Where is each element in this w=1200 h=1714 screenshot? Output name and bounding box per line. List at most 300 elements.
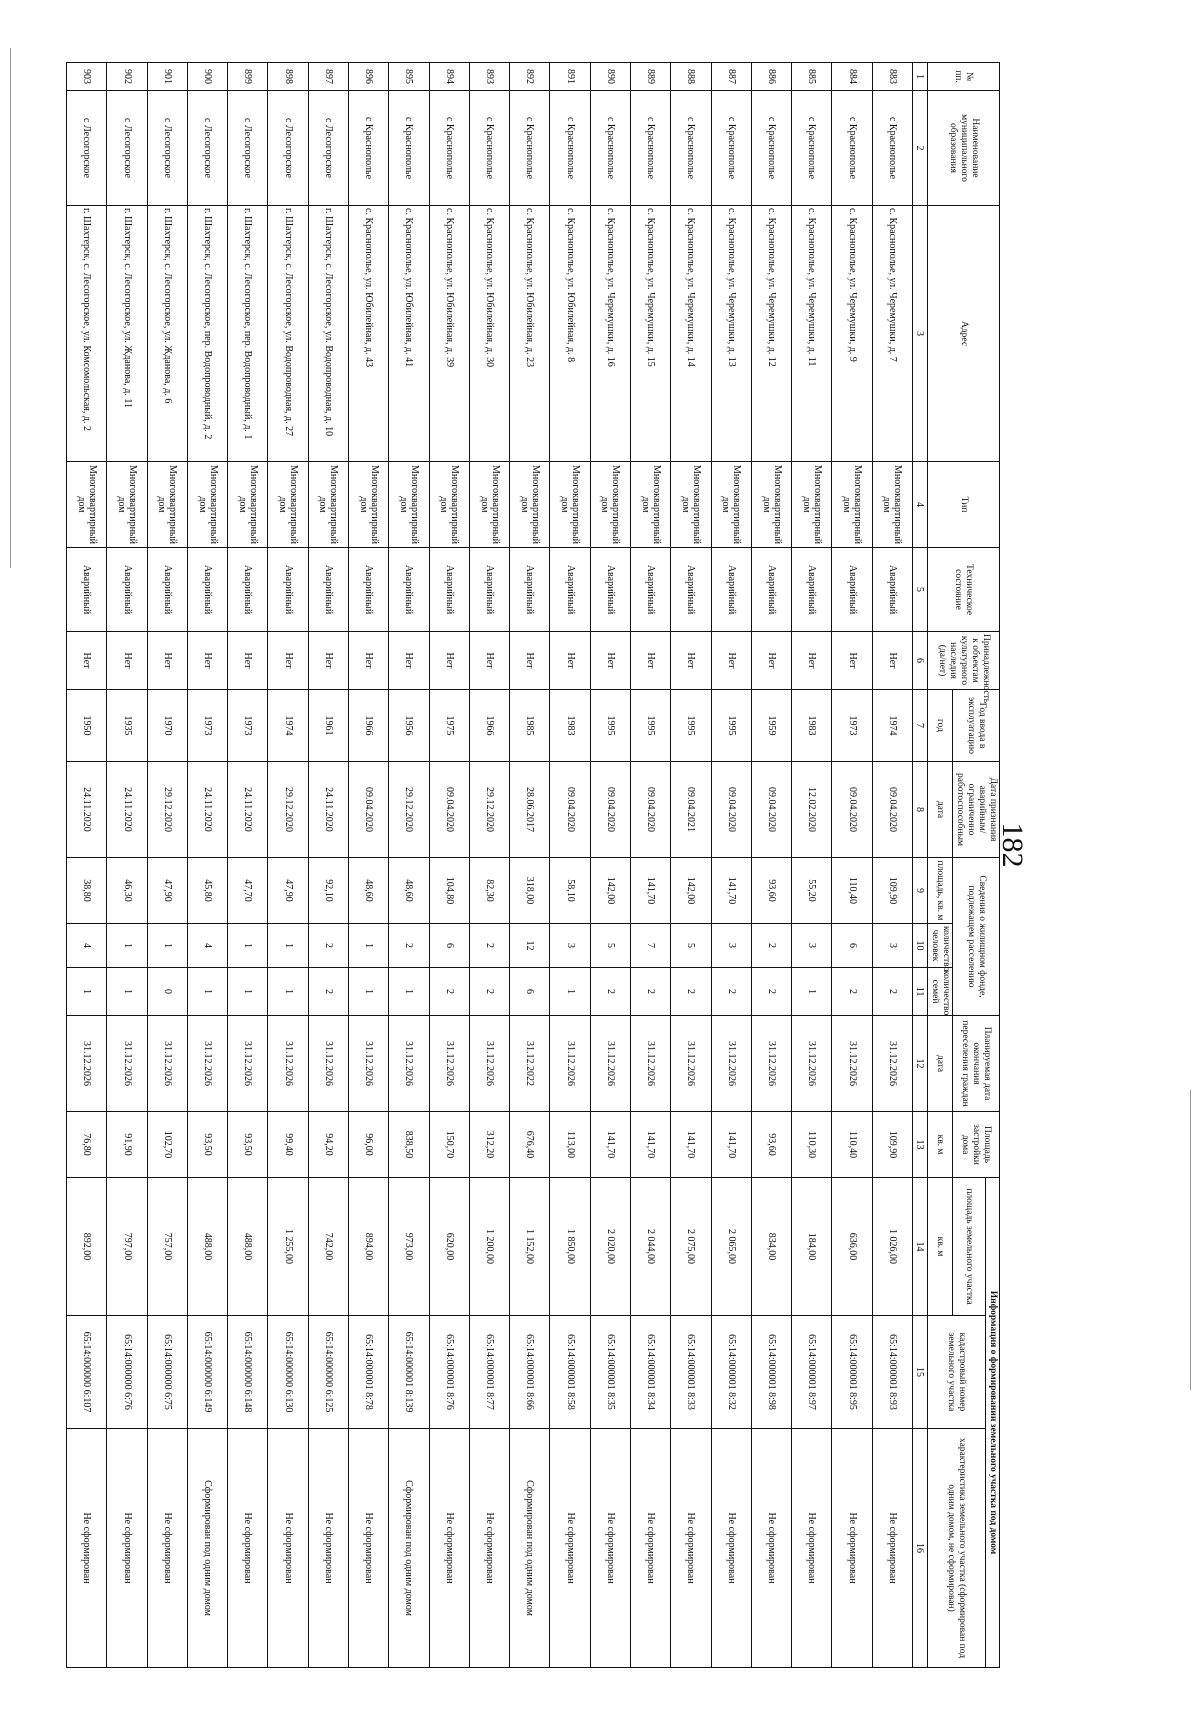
characteristic-cell: Не сформирован <box>671 1429 711 1668</box>
land-area-cell: 1 152,00 <box>510 1178 550 1316</box>
year-cell: 1966 <box>349 690 389 762</box>
type-cell: Многоквартирный дом <box>228 462 268 548</box>
families-cell: 2 <box>751 968 791 1016</box>
municipality-cell: с Лесогорское <box>67 91 107 206</box>
emergency-date-cell: 29.12.2020 <box>147 762 187 858</box>
cultural-cell: Нет <box>751 632 791 690</box>
year-cell: 1966 <box>469 690 509 762</box>
column-number: 13 <box>913 1112 928 1178</box>
planned-date-cell: 31.12.2026 <box>389 1016 429 1112</box>
area-cell: 141,70 <box>631 858 671 924</box>
row-number: 890 <box>590 63 630 91</box>
families-cell: 1 <box>389 968 429 1016</box>
address-cell: с. Краснополье, ул. Юбилейная, д. 8 <box>550 206 590 462</box>
families-cell: 1 <box>349 968 389 1016</box>
year-cell: 1935 <box>107 690 147 762</box>
condition-cell: Аварийный <box>469 548 509 632</box>
address-cell: с. Краснополье, ул. Черемушки, д. 15 <box>631 206 671 462</box>
row-number: 893 <box>469 63 509 91</box>
scan-edge-line <box>1190 1090 1191 1390</box>
municipality-cell: с Краснополье <box>590 91 630 206</box>
cadastral-cell: 65:14:000000 6:76 <box>107 1316 147 1429</box>
table-row <box>429 63 469 1668</box>
header-built-group: Площадь застройки дома <box>953 1112 1000 1178</box>
people-cell: 1 <box>147 924 187 968</box>
year-cell: 1956 <box>389 690 429 762</box>
column-number: 5 <box>913 548 928 632</box>
condition-cell: Аварийный <box>268 548 308 632</box>
municipality-cell: с Краснополье <box>872 91 912 206</box>
built-area-cell: 94,20 <box>308 1112 348 1178</box>
row-number: 884 <box>832 63 872 91</box>
header-no: № пп. <box>928 63 1000 91</box>
type-cell: Многоквартирный дом <box>590 462 630 548</box>
area-cell: 58,10 <box>550 858 590 924</box>
table-row <box>671 63 711 1668</box>
area-cell: 93,60 <box>751 858 791 924</box>
row-number: 896 <box>349 63 389 91</box>
municipality-cell: с Краснополье <box>832 91 872 206</box>
emergency-date-cell: 24.11.2020 <box>187 762 227 858</box>
column-number: 12 <box>913 1016 928 1112</box>
type-cell: Многоквартирный дом <box>550 462 590 548</box>
header-year-group: Год ввода в эксплуатацию <box>953 690 1000 762</box>
land-area-cell: 620,00 <box>429 1178 469 1316</box>
type-cell: Многоквартирный дом <box>832 462 872 548</box>
people-cell: 1 <box>107 924 147 968</box>
address-cell: с. Краснополье, ул. Юбилейная, д. 30 <box>469 206 509 462</box>
land-area-cell: 892,00 <box>67 1178 107 1316</box>
header-people: количество человек <box>928 924 953 968</box>
planned-date-cell: 31.12.2026 <box>349 1016 389 1112</box>
header-built-area: кв. м <box>928 1112 953 1178</box>
planned-date-cell: 31.12.2026 <box>187 1016 227 1112</box>
address-cell: с. Краснополье, ул. Юбилейная, д. 43 <box>349 206 389 462</box>
people-cell: 2 <box>751 924 791 968</box>
built-area-cell: 109,90 <box>872 1112 912 1178</box>
condition-cell: Аварийный <box>67 548 107 632</box>
area-cell: 82,30 <box>469 858 509 924</box>
type-cell: Многоквартирный дом <box>147 462 187 548</box>
people-cell: 12 <box>510 924 550 968</box>
table-row <box>711 63 751 1668</box>
emergency-date-cell: 09.04.2020 <box>550 762 590 858</box>
cadastral-cell: 65:14:000001 8:98 <box>751 1316 791 1429</box>
condition-cell: Аварийный <box>308 548 348 632</box>
row-number: 892 <box>510 63 550 91</box>
characteristic-cell: Не сформирован <box>228 1429 268 1668</box>
table-row <box>751 63 791 1668</box>
land-area-cell: 1 200,00 <box>469 1178 509 1316</box>
characteristic-cell: Не сформирован <box>107 1429 147 1668</box>
land-area-cell: 636,00 <box>832 1178 872 1316</box>
header-municipality: Наименование муниципального образования <box>928 91 1000 206</box>
year-cell: 1974 <box>872 690 912 762</box>
characteristic-cell: Не сформирован <box>147 1429 187 1668</box>
row-number: 895 <box>389 63 429 91</box>
characteristic-cell: Не сформирован <box>429 1429 469 1668</box>
families-cell: 1 <box>67 968 107 1016</box>
families-cell: 2 <box>631 968 671 1016</box>
column-number: 2 <box>913 91 928 206</box>
cultural-cell: Нет <box>510 632 550 690</box>
land-area-cell: 2 020,00 <box>590 1178 630 1316</box>
cultural-cell: Нет <box>631 632 671 690</box>
table-row <box>792 63 832 1668</box>
emergency-date-cell: 24.11.2020 <box>67 762 107 858</box>
row-number: 901 <box>147 63 187 91</box>
address-cell: с. Краснополье, ул. Черемушки, д. 16 <box>590 206 630 462</box>
condition-cell: Аварийный <box>349 548 389 632</box>
row-number: 897 <box>308 63 348 91</box>
year-cell: 1950 <box>67 690 107 762</box>
built-area-cell: 141,70 <box>711 1112 751 1178</box>
year-cell: 1983 <box>792 690 832 762</box>
families-cell: 1 <box>792 968 832 1016</box>
municipality-cell: с Краснополье <box>550 91 590 206</box>
header-area: площадь, кв. м <box>928 858 953 924</box>
cultural-cell: Нет <box>590 632 630 690</box>
area-cell: 104,80 <box>429 858 469 924</box>
land-area-cell: 834,00 <box>751 1178 791 1316</box>
families-cell: 1 <box>107 968 147 1016</box>
type-cell: Многоквартирный дом <box>389 462 429 548</box>
emergency-date-cell: 09.04.2020 <box>751 762 791 858</box>
characteristic-cell: Не сформирован <box>751 1429 791 1668</box>
address-cell: с. Краснополье, ул. Черемушки, д. 9 <box>832 206 872 462</box>
row-number: 900 <box>187 63 227 91</box>
table-row <box>590 63 630 1668</box>
area-cell: 110,40 <box>832 858 872 924</box>
characteristic-cell: Не сформирован <box>631 1429 671 1668</box>
built-area-cell: 110,40 <box>832 1112 872 1178</box>
land-area-cell: 2 044,00 <box>631 1178 671 1316</box>
condition-cell: Аварийный <box>872 548 912 632</box>
people-cell: 6 <box>429 924 469 968</box>
condition-cell: Аварийный <box>631 548 671 632</box>
cadastral-cell: 65:14:000001 8:34 <box>631 1316 671 1429</box>
column-number: 15 <box>913 1316 928 1429</box>
emergency-date-cell: 29.12.2020 <box>389 762 429 858</box>
address-cell: с. Краснополье, ул. Черемушки, д. 11 <box>792 206 832 462</box>
condition-cell: Аварийный <box>147 548 187 632</box>
table-row <box>832 63 872 1668</box>
table-row <box>187 63 227 1668</box>
condition-cell: Аварийный <box>228 548 268 632</box>
year-cell: 1995 <box>671 690 711 762</box>
built-area-cell: 96,00 <box>349 1112 389 1178</box>
address-cell: с. Краснополье, ул. Черемушки, д. 14 <box>671 206 711 462</box>
municipality-cell: с Краснополье <box>751 91 791 206</box>
condition-cell: Аварийный <box>187 548 227 632</box>
address-cell: с. Краснополье, ул. Черемушки, д. 7 <box>872 206 912 462</box>
row-number: 888 <box>671 63 711 91</box>
cultural-cell: Нет <box>429 632 469 690</box>
municipality-cell: с Лесогорское <box>187 91 227 206</box>
land-area-cell: 742,00 <box>308 1178 348 1316</box>
condition-cell: Аварийный <box>751 548 791 632</box>
built-area-cell: 676,40 <box>510 1112 550 1178</box>
emergency-date-cell: 24.11.2020 <box>228 762 268 858</box>
area-cell: 45,80 <box>187 858 227 924</box>
row-number: 889 <box>631 63 671 91</box>
year-cell: 1983 <box>550 690 590 762</box>
families-cell: 2 <box>872 968 912 1016</box>
address-cell: г. Шахтерск, с. Лесогорское, ул. Комсомольская, д. 2 <box>67 206 107 462</box>
condition-cell: Аварийный <box>510 548 550 632</box>
condition-cell: Аварийный <box>429 548 469 632</box>
emergency-date-cell: 09.04.2020 <box>590 762 630 858</box>
address-cell: г. Шахтерск, с. Лесогорское, ул. Водопроводная, д. 27 <box>268 206 308 462</box>
type-cell: Многоквартирный дом <box>308 462 348 548</box>
year-cell: 1970 <box>147 690 187 762</box>
emergency-date-cell: 09.04.2020 <box>872 762 912 858</box>
table-row <box>469 63 509 1668</box>
type-cell: Многоквартирный дом <box>429 462 469 548</box>
row-number: 894 <box>429 63 469 91</box>
people-cell: 1 <box>268 924 308 968</box>
characteristic-cell: Не сформирован <box>550 1429 590 1668</box>
cultural-cell: Нет <box>792 632 832 690</box>
area-cell: 46,30 <box>107 858 147 924</box>
planned-date-cell: 31.12.2026 <box>429 1016 469 1112</box>
year-cell: 1974 <box>268 690 308 762</box>
address-cell: с. Краснополье, ул. Юбилейная, д. 23 <box>510 206 550 462</box>
planned-date-cell: 31.12.2026 <box>590 1016 630 1112</box>
header-land-area: кв. м <box>928 1178 953 1316</box>
families-cell: 2 <box>469 968 509 1016</box>
cultural-cell: Нет <box>187 632 227 690</box>
characteristic-cell: Не сформирован <box>469 1429 509 1668</box>
header-emergency-group: Дата признания аварийным/ограниченно работоспособным <box>953 762 1000 858</box>
type-cell: Многоквартирный дом <box>67 462 107 548</box>
type-cell: Многоквартирный дом <box>792 462 832 548</box>
cadastral-cell: 65:14:000001 8:32 <box>711 1316 751 1429</box>
emergency-date-cell: 09.04.2020 <box>711 762 751 858</box>
year-cell: 1975 <box>429 690 469 762</box>
area-cell: 142,00 <box>671 858 711 924</box>
type-cell: Многоквартирный дом <box>107 462 147 548</box>
built-area-cell: 110,30 <box>792 1112 832 1178</box>
row-number: 887 <box>711 63 751 91</box>
planned-date-cell: 31.12.2026 <box>631 1016 671 1112</box>
table-viewport <box>75 62 1000 1667</box>
emergency-date-cell: 09.04.2020 <box>832 762 872 858</box>
type-cell: Многоквартирный дом <box>268 462 308 548</box>
row-number: 902 <box>107 63 147 91</box>
families-cell: 6 <box>510 968 550 1016</box>
cultural-cell: Нет <box>550 632 590 690</box>
cultural-cell: Нет <box>832 632 872 690</box>
header-type: Тип <box>928 462 1000 548</box>
families-cell: 1 <box>268 968 308 1016</box>
header-characteristic: характеристика земельного участка (сформирован под одним домом, не сформирован) <box>928 1429 986 1668</box>
cadastral-cell: 65:14:000001 8:33 <box>671 1316 711 1429</box>
row-number: 885 <box>792 63 832 91</box>
table-row <box>308 63 348 1668</box>
header-housing-info: Сведения о жилищном фонде, подлежащем расселению <box>953 858 1000 1016</box>
area-cell: 47,70 <box>228 858 268 924</box>
cadastral-cell: 65:14:000000 6:148 <box>228 1316 268 1429</box>
people-cell: 3 <box>792 924 832 968</box>
planned-date-cell: 31.12.2026 <box>147 1016 187 1112</box>
cadastral-cell: 65:14:000001 8:35 <box>590 1316 630 1429</box>
land-area-cell: 973,00 <box>389 1178 429 1316</box>
rotated-sheet <box>75 62 1000 1667</box>
address-cell: г. Шахтерск, с. Лесогорское, пер. Водопроводный, д. 1 <box>228 206 268 462</box>
cadastral-cell: 65:14:000001 8:95 <box>832 1316 872 1429</box>
municipality-cell: с Краснополье <box>711 91 751 206</box>
emergency-date-cell: 09.04.2021 <box>671 762 711 858</box>
cadastral-cell: 65:14:000001 8:78 <box>349 1316 389 1429</box>
built-area-cell: 102,70 <box>147 1112 187 1178</box>
people-cell: 1 <box>349 924 389 968</box>
characteristic-cell: Не сформирован <box>872 1429 912 1668</box>
planned-date-cell: 31.12.2022 <box>510 1016 550 1112</box>
planned-date-cell: 31.12.2026 <box>792 1016 832 1112</box>
families-cell: 2 <box>832 968 872 1016</box>
cultural-cell: Нет <box>228 632 268 690</box>
condition-cell: Аварийный <box>389 548 429 632</box>
planned-date-cell: 31.12.2026 <box>228 1016 268 1112</box>
address-cell: с. Краснополье, ул. Юбилейная, д. 41 <box>389 206 429 462</box>
families-cell: 2 <box>429 968 469 1016</box>
built-area-cell: 99,40 <box>268 1112 308 1178</box>
area-cell: 47,90 <box>268 858 308 924</box>
cadastral-cell: 65:14:000001 8:97 <box>792 1316 832 1429</box>
column-number: 16 <box>913 1429 928 1668</box>
column-number: 4 <box>913 462 928 548</box>
cultural-cell: Нет <box>469 632 509 690</box>
built-area-cell: 312,20 <box>469 1112 509 1178</box>
area-cell: 38,80 <box>67 858 107 924</box>
people-cell: 5 <box>590 924 630 968</box>
families-cell: 1 <box>228 968 268 1016</box>
table-row <box>389 63 429 1668</box>
table-row <box>67 63 107 1668</box>
characteristic-cell: Не сформирован <box>308 1429 348 1668</box>
type-cell: Многоквартирный дом <box>349 462 389 548</box>
cultural-cell: Нет <box>107 632 147 690</box>
column-number: 7 <box>913 690 928 762</box>
address-cell: с. Краснополье, ул. Юбилейная, д. 39 <box>429 206 469 462</box>
header-planned-group: Планируемая дата окончания переселения граждан <box>953 1016 1000 1112</box>
planned-date-cell: 31.12.2026 <box>550 1016 590 1112</box>
table-row <box>510 63 550 1668</box>
cadastral-cell: 65:14:000001 8:76 <box>429 1316 469 1429</box>
built-area-cell: 141,70 <box>590 1112 630 1178</box>
municipality-cell: с Лесогорское <box>268 91 308 206</box>
cadastral-cell: 65:14:000000 6:149 <box>187 1316 227 1429</box>
land-area-cell: 488,00 <box>187 1178 227 1316</box>
header-row-1 <box>986 63 1000 1668</box>
housing-table <box>66 62 1000 1668</box>
header-land-info: Информация о формировании земельного участка под домом <box>986 1178 1000 1668</box>
emergency-date-cell: 29.12.2020 <box>268 762 308 858</box>
characteristic-cell: Не сформирован <box>711 1429 751 1668</box>
row-number: 886 <box>751 63 791 91</box>
built-area-cell: 76,80 <box>67 1112 107 1178</box>
municipality-cell: с Краснополье <box>671 91 711 206</box>
planned-date-cell: 31.12.2026 <box>872 1016 912 1112</box>
families-cell: 2 <box>711 968 751 1016</box>
area-cell: 318,00 <box>510 858 550 924</box>
land-area-cell: 894,00 <box>349 1178 389 1316</box>
table-row <box>550 63 590 1668</box>
header-planned-date: дата <box>928 1016 953 1112</box>
cadastral-cell: 65:14:000000 6:75 <box>147 1316 187 1429</box>
cultural-cell: Нет <box>147 632 187 690</box>
families-cell: 2 <box>308 968 348 1016</box>
column-number: 1 <box>913 63 928 91</box>
people-cell: 2 <box>469 924 509 968</box>
address-cell: с. Краснополье, ул. Черемушки, д. 13 <box>711 206 751 462</box>
area-cell: 47,90 <box>147 858 187 924</box>
people-cell: 3 <box>550 924 590 968</box>
municipality-cell: с Краснополье <box>631 91 671 206</box>
emergency-date-cell: 09.04.2020 <box>349 762 389 858</box>
table-row <box>268 63 308 1668</box>
municipality-cell: с Лесогорское <box>308 91 348 206</box>
municipality-cell: с Краснополье <box>429 91 469 206</box>
row-number: 891 <box>550 63 590 91</box>
cultural-cell: Нет <box>872 632 912 690</box>
people-cell: 2 <box>389 924 429 968</box>
cadastral-cell: 65:14:000000 6:107 <box>67 1316 107 1429</box>
built-area-cell: 91,90 <box>107 1112 147 1178</box>
header-year: год <box>928 690 953 762</box>
address-cell: г. Шахтерск, с. Лесогорское, ул. Жданова, д. 6 <box>147 206 187 462</box>
planned-date-cell: 31.12.2026 <box>469 1016 509 1112</box>
table-row <box>349 63 389 1668</box>
people-cell: 7 <box>631 924 671 968</box>
table-row <box>631 63 671 1668</box>
cultural-cell: Нет <box>308 632 348 690</box>
column-number: 6 <box>913 632 928 690</box>
people-cell: 5 <box>671 924 711 968</box>
year-cell: 1995 <box>711 690 751 762</box>
families-cell: 1 <box>550 968 590 1016</box>
condition-cell: Аварийный <box>107 548 147 632</box>
year-cell: 1995 <box>631 690 671 762</box>
emergency-date-cell: 29.12.2020 <box>469 762 509 858</box>
characteristic-cell: Сформирован под одним домом <box>389 1429 429 1668</box>
row-number: 903 <box>67 63 107 91</box>
cadastral-cell: 65:14:000001 8:93 <box>872 1316 912 1429</box>
header-address: Адрес <box>928 206 1000 462</box>
cadastral-cell: 65:14:000000 6:130 <box>268 1316 308 1429</box>
characteristic-cell: Не сформирован <box>268 1429 308 1668</box>
characteristic-cell: Не сформирован <box>67 1429 107 1668</box>
planned-date-cell: 31.12.2026 <box>671 1016 711 1112</box>
people-cell: 6 <box>832 924 872 968</box>
column-number: 14 <box>913 1178 928 1316</box>
emergency-date-cell: 24.11.2020 <box>308 762 348 858</box>
column-number: 3 <box>913 206 928 462</box>
condition-cell: Аварийный <box>671 548 711 632</box>
municipality-cell: с Краснополье <box>792 91 832 206</box>
type-cell: Многоквартирный дом <box>469 462 509 548</box>
column-number: 9 <box>913 858 928 924</box>
emergency-date-cell: 24.11.2020 <box>107 762 147 858</box>
families-cell: 0 <box>147 968 187 1016</box>
area-cell: 48,60 <box>349 858 389 924</box>
area-cell: 48,60 <box>389 858 429 924</box>
built-area-cell: 113,00 <box>550 1112 590 1178</box>
built-area-cell: 93,50 <box>187 1112 227 1178</box>
municipality-cell: с Лесогорское <box>228 91 268 206</box>
built-area-cell: 838,50 <box>389 1112 429 1178</box>
